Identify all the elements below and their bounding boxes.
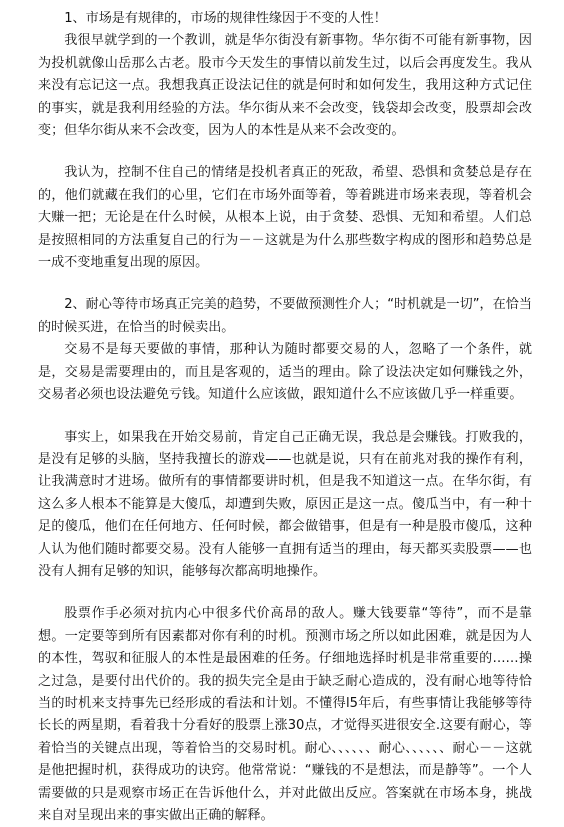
paragraph-spacer bbox=[38, 142, 532, 162]
section-heading-1: 1、市场是有规律的，市场的规律性缘因于不变的人性！ bbox=[64, 11, 387, 26]
body-paragraph: 我很早就学到的一个教训，就是华尔街没有新事物。华尔街不可能有新事物，因为投机就像山岳那么古老。股市今天发生的事情以前发生过，以后会再度发生。我从来没有忘记这一点。我想我真正设法记住的就是何时和如何发生，我用这种方式记住的事实，就是我利用经验的方法。华尔街从来不会改变，钱袋却会改变，股票却会改变；但华尔街从来不会改变，因为人的本性是从来不会改变的。 bbox=[38, 33, 532, 139]
document-page bbox=[38, 8, 532, 827]
body-paragraph: 我认为，控制不住自己的情绪是投机者真正的死敌，希望、恐惧和贪婪总是存在的，他们就藏在我们的心里，它们在市场外面等着，等着跳进市场来表现，等着机会大赚一把；无论是在什么时候，从根本上说，由于贪婪、恐惧、无知和希望。人们总是按照相同的方法重复自己的行为－－这就是为什么那些数字构成的图形和趋势总是一成不变地重复出现的原因。 bbox=[38, 165, 532, 271]
body-paragraph: 股票作手必须对抗内心中很多代价高昂的敌人。赚大钱要靠“等待”，而不是靠想。一定要等到所有因素都对你有利的时机。预测市场之所以如此困难，就是因为人的本性，驾驭和征服人的本性是最困难的任务。仔细地选择时机是非常重要的……操之过急，是要付出代价的。我的损失完全是由于缺乏耐心造成的，没有耐心地等待恰当的时机来支持事先已经形成的看法和计划。不懂得l5年后，有些事情让我能够等待长长的两星期，看着我十分看好的股票上涨30点，才觉得买进很安全.这要有耐心，等着恰当的关键点出现，等着恰当的交易时机。耐心、、、、、、耐心、、、、、、耐心－－这就是他把握时机，获得成功的诀窍。他常常说：“赚钱的不是想法，而是静等”。一个人需要做的只是观察市场正在告诉他什么，并对此做出反应。答案就在市场本身，挑战来自对呈现出来的事实做出正确的解释。 bbox=[38, 606, 532, 823]
body-paragraph: 交易不是每天要做的事情，那种认为随时都要交易的人，忽略了一个条件，就是，交易是需要理由的，而且是客观的，适当的理由。除了设法决定如何赚钱之外，交易者必须也设法避免亏钱。知道什么应该做，跟知道什么不应该做几乎一样重要。 bbox=[38, 342, 532, 403]
paragraph-spacer bbox=[38, 583, 532, 603]
body-paragraph: 事实上，如果我在开始交易前，肯定自己正确无误，我总是会赚钱。打败我的，是没有足够的头脑，坚持我擅长的游戏——也就是说，只有在前兆对我的操作有利，让我满意时才进场。做所有的事情都要讲时机，但是我不知道这一点。在华尔街，有这么多人根本不能算是大傻瓜，却遭到失败，原因正是这一点。傻瓜当中，有一种十足的傻瓜，他们在任何地方、任何时候，都会做错事，但是有一种是股市傻瓜，这种人认为他们随时都要交易。没有人能够一直拥有适当的理由，每天都买卖股票——也没有人拥有足够的知识，能够每次都高明地操作。 bbox=[38, 429, 532, 579]
section-heading-2: 2、耐心等待市场真正完美的趋势，不要做预测性介人；“时机就是一切”，在恰当的时候买进，在恰当的时候卖出。 bbox=[38, 297, 532, 335]
paragraph-spacer bbox=[38, 274, 532, 294]
paragraph-spacer bbox=[38, 407, 532, 427]
